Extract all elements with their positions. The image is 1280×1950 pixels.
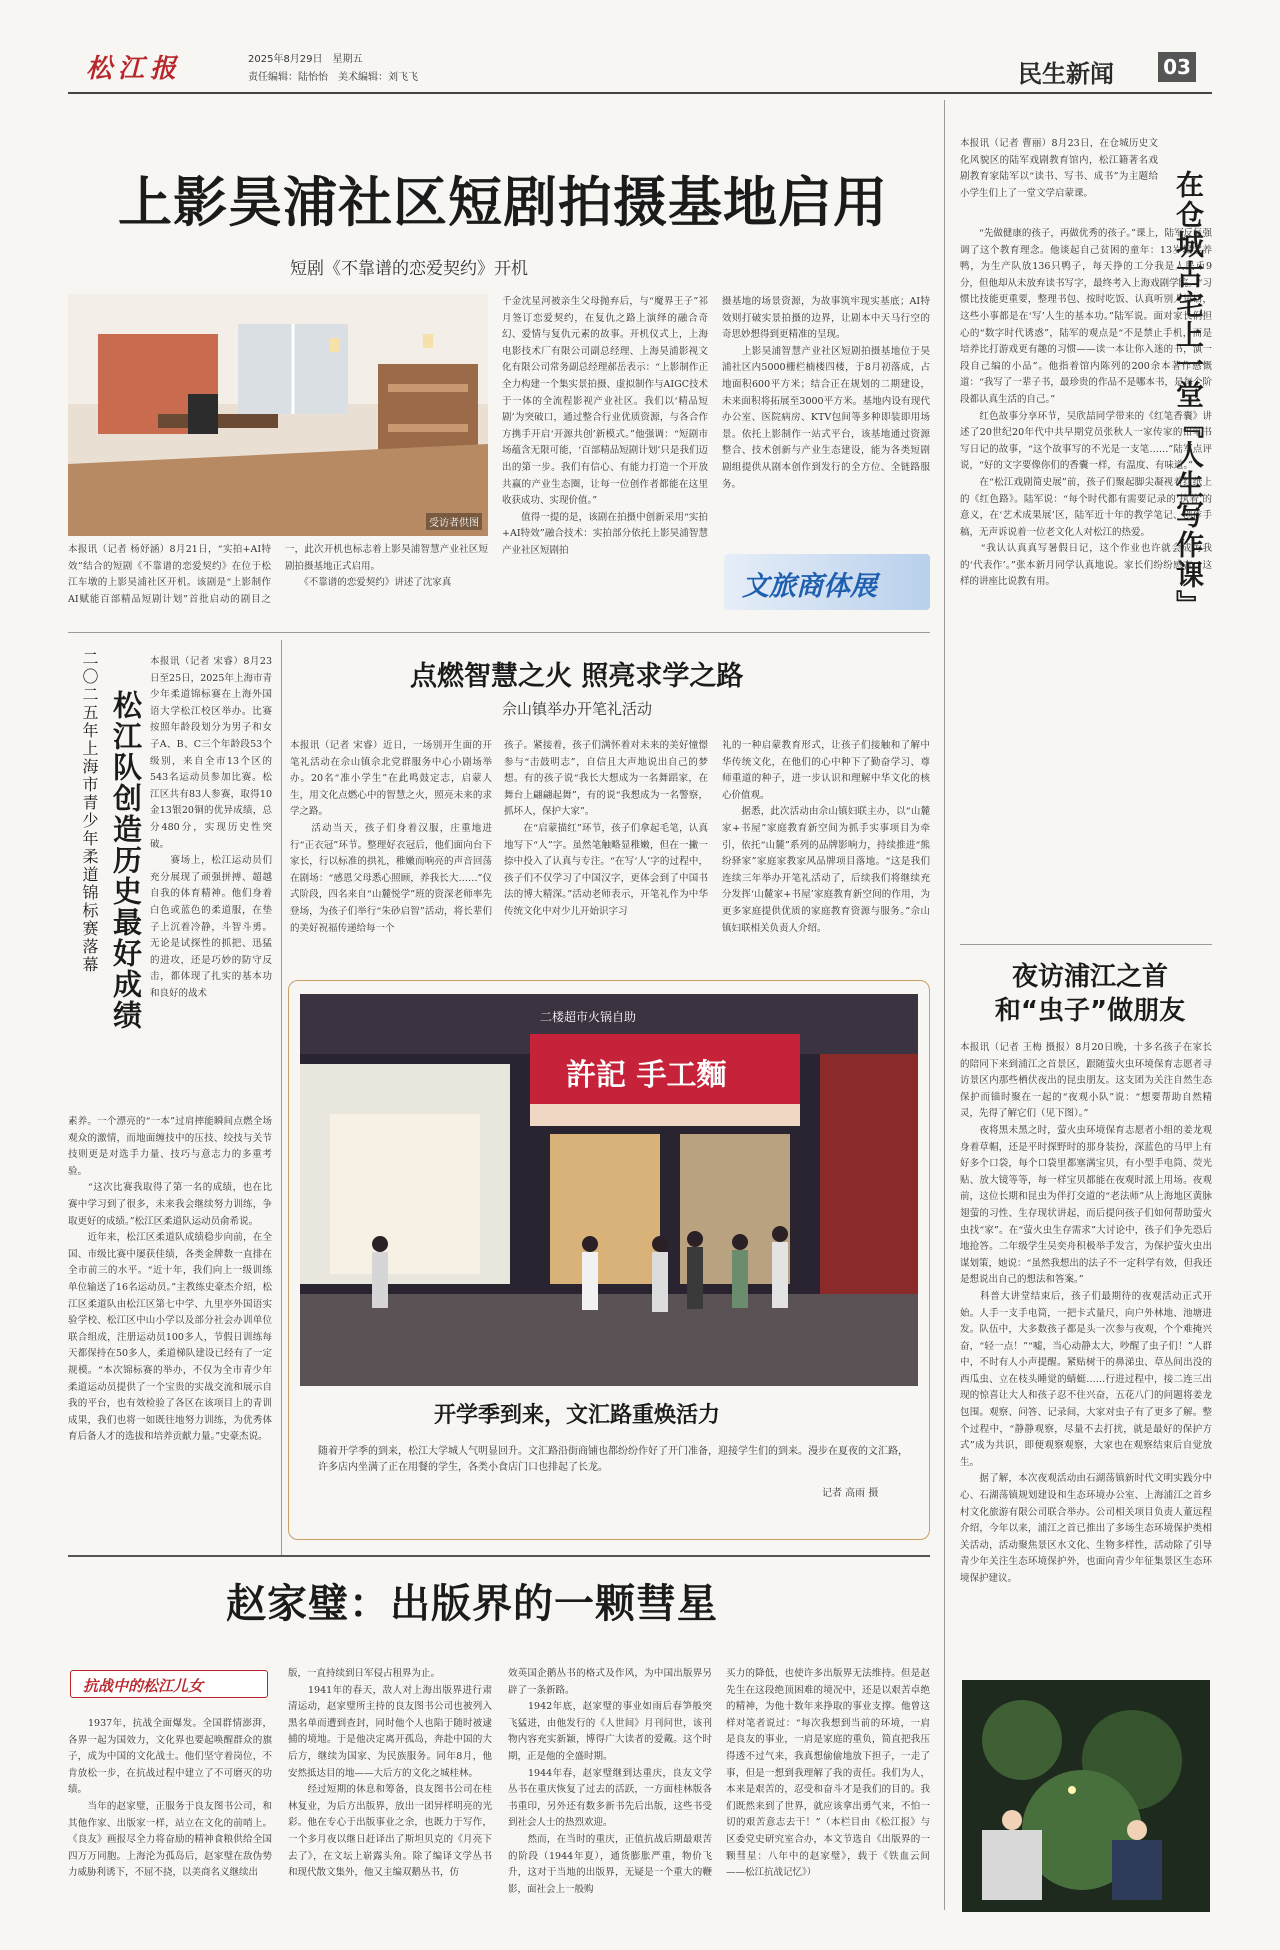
judo-body-wide: 素养。一个漂亮的“一本”过肩摔能瞬间点燃全场观众的激情，而地面缠技中的压技、绞技与关节技则更是对选手力量、技巧与意志力的多重考验。 “这次比赛我取得了第一名的成绩，也在比赛中学习到了很多，未来我会继续努力训练，争取更好的成绩。”松江区柔道队运动员俞希说。 近年来，松江区柔道队成绩稳步向前，在全国、市级比赛中屡获佳绩，各类金牌数一直排在全市前三的水平。“近十年，我们向上一级训练单位输送了16名运动员。”主教练史豪杰介绍，松江区柔道队由松江区第七中学、九里亭外国语实验学校、松江区中山小学以及部分社会办训单位联合组成，注册运动员100多人，节假日训练每天都保持在50多人，柔道梯队建设已经有了一定规模。“本次锦标赛的举办，不仅为全市青少年柔道运动员提供了一个宝贵的实战交流和展示自我的平台，也有效检验了各区在该项目上的青训成果，我们也将一如既往地努力训练，为优秀体育后备人才的选拔和培养贡献力量。”史豪杰说。	[68, 1116, 272, 1443]
bottom-body-col1: 1937年，抗战全面爆发。全国群情澎湃，各界一起为国效力，文化界也要起唤醒群众的旗子，成为中国的文化战士。他们坚守着岗位，不肯放松一步，在抗战过程中建立了不可磨灭的功绩。 当年的赵家璧，正服务于良友图书公司，和其他作家、出版家一样，站立在文化的前哨上。《良友》画报尽全力将奋励的精神食粮供给全国四万万同胞。上海沦为孤岛后，赵家璧在敌伪势力威胁利诱下，不屈不挠，以美商名义继续出	[68, 1718, 272, 1879]
right-mid-rule	[960, 944, 1212, 945]
writing-body-col2: 孩子。紧接着，孩子们满怀着对未来的美好憧憬参与“击鼓明志”，自信且大声地说出自己的梦想。有的孩子说“我长大想成为一名舞蹈家，在舞台上翩翩起舞”，有的说“我想成为一名警察，抓坏人，保护大家”。 在“启蒙描红”环节，孩子们拿起毛笔，认真地写下“人”字。虽然笔触略显稚嫩，但在一撇一捺中投入了认真与专注。“在写‘人’字的过程中，孩子们不仅学习了中国汉字，更体会到了中国书法的博大精深。”活动老师表示，开笔礼作为中华传统文化中对少儿开始识字习	[504, 740, 708, 917]
writing-body-col1: 本报讯（记者 宋睿）近日，一场别开生面的开笔礼活动在佘山镇佘北党群服务中心小剧场举办。20名“准小学生”在此鸣鼓定志，启蒙人生，用文化点燃心中的智慧之火，照亮未来的求学之路。 活动当天，孩子们身着汉服，庄重地进行“正衣冠”环节。整理好衣冠后，他们面向台下家长，行以标准的拱礼，稚嫩而响亮的声音回荡在剧场：“感恩父母悉心照顾，养我长大……”仪式阶段，四名来自“山麓悦学”班的资深老师率先登场，为孩子们举行“朱砂启智”活动，将长辈们的美好祝福传递给每一个	[290, 740, 492, 934]
judo-body-narrow: 本报讯（记者 宋睿）8月23日至25日，2025年上海市青少年柔道锦标赛在上海外国语大学松江校区举办。比赛按照年龄段划分为男子和女子A、B、C三个年龄段53个级别，来自全市13个区的543名运动员参加比赛。松江区共有83人参赛，取得10金13银20铜的优异成绩，总分480分，实现历史性突破。 赛场上，松江运动员们充分展现了顽强拼搏、超越自我的体育精神。他们身着白色或蓝色的柔道服，在垫子上沉着冷静，斗智斗勇。无论是试探性的抓把、迅猛的进攻，还是巧妙的防守反击，都体现了扎实的基本功和良好的战术	[150, 656, 272, 999]
editor-credits: 责任编辑：陆怡怡 美术编辑：刘飞飞	[248, 72, 418, 83]
shop-sign-main: 許記 手工麵	[566, 1058, 727, 1093]
bottom-body-col3: 效英国企鹅丛书的格式及作风，为中国出版界另辟了一条新路。 1942年底，赵家璧的事业如雨后春笋般突飞猛进，由他发行的《人世间》月刊问世，该刊物内容充实新颖，博得广大读者的爱戴。这个时期，正是他的全盛时期。 1944年春，赵家璧继到达重庆，良友文学丛书在重庆恢复了过去的活跃，一方面桂林版各书重印，另外还有数多新书先后出版，这些书受到社会人士的热烈欢迎。 然而，在当时的重庆，正值抗战后期最艰苦的阶段（1944年夏），通货膨胀严重，物价飞升，这对于当地的出版界，无疑是一个重大的鞭影，面社会上一般购	[508, 1668, 712, 1895]
night-walk-photo	[962, 1680, 1210, 1912]
brand-tag-banner	[724, 554, 930, 610]
night-walk-body: 本报讯（记者 王梅 摄报）8月20日晚，十多名孩子在家长的陪同下来到浦江之首景区，跟随萤火虫环境保育志愿者寻访景区内那些栖伏夜出的昆虫朋友。这支团为关注自然生态保护而锚时聚在一起的“夜观小队”说：“想要帮助自然精灵，先得了解它们（见下图）。” 夜将黑未黑之时，萤火虫环境保育志愿者小组的姜龙观身着草帽，还是平时探野时的那身装扮，深蓝色的马甲上有好多个口袋，每个口袋里都塞满宝贝，有小型手电筒、荧光贴、放大镜等等，每一样宝贝都能在夜观时派上用场。夜观前，这位长期和昆虫为伴打交道的“老法师”从上海地区黄脉翅萤的习性、生存现状讲起，而后提问孩子们如何帮助萤火虫找“家”。在“萤火虫生存需求”大讨论中，孩子们争先恐后地抢答。二年级学生吴奕舟积极举手发言，为保护萤火虫出谋划策，她说：“虽然我想出的法子不一定科学有效，但我还是想说出自己的想法和答案。” 科普大讲堂结束后，孩子们最期待的夜观活动正式开始。人手一支手电筒，一把卡式量尺，向户外林地、池塘进发。队伍中，大多数孩子都是头一次参与夜观，个个难掩兴奋，“轻一点！”“嘘，当心动静太大，吵醒了虫子们！”人群中，不时有人小声提醒。紧贴树干的鼻涕虫、草丛间出没的西瓜虫、立在枝头睡觉的蜻蜓……行进过程中，接二连三出现的惊喜让大人和孩子忍不住兴奋，五花八门的问题将姜龙包围。观察、问答、记录间，大家对虫子有了更多了解。整个过程中，“静静观察，尽量不去打扰，就是最好的保护方式”成为共识，即便观察观察，大家也在观察结束后自觉放生。 据了解，本次夜观活动由石湖荡镇新时代文明实践分中心、石湖荡镇规划建设和生态环境办公室、上海浦江之首乡村文化旅游有限公司联合举办。公司相关项目负责人董远程介绍，今年以来，浦江之首已推出了多场生态环境保护类相关活动，活动聚焦景区水文化、生物多样性，活动除了引导青少年关注生态环境保护外，也面向青少年征集景区生态环境保护建议。	[960, 1042, 1212, 1584]
bottom-body-col2: 版，一直持续到日军侵占租界为止。 1941年的春天，敌人对上海出版界进行肃清运动，赵家璧所主持的良友图书公司也被列入黑名单而遭到查封，同时他个人也陷于随时被逮捕的境地。于是他决定离开孤岛，奔赴中国的大后方，继续为国家、为民族服务。同年8月，他安然抵达目的地——大后方的文化之城桂林。 经过短期的休息和筹备，良友图书公司在桂林复业，为后方出版界，放出一团异样明亮的光彩。他在专心于出版事业之余，也既力于写作，一个多月夜以继日赶译出了斯坦贝克的《月亮下去了》，在文坛上崭露头角。除了编译文学丛书和现代散文集外，他又主编双鹅丛书，仿	[288, 1668, 492, 1879]
night-walk-headline: 夜访浦江之首和“虫子”做朋友	[994, 962, 1186, 1026]
photo-feature-image	[300, 994, 918, 1386]
photo-feature-credit: 记者 高雨 摄	[822, 1488, 879, 1499]
page-number: 03	[1158, 52, 1196, 82]
column-tag-banner	[70, 1670, 268, 1698]
masthead-rule	[68, 92, 1212, 94]
judo-kicker: 二〇二五年上海市青少年柔道锦标赛落幕	[80, 650, 99, 974]
lead-body-col4: 摄基地的场景资源，为故事筑牢现实基底；AI特效则打破实景拍摄的边界，让剧本中天马行空的奇思妙想得到更精准的呈现。 上影昊浦智慧产业社区短剧拍摄基地位于昊浦社区内5000栅栏楠楼四楼，于8月初落成，占地面积600平方米；结合正在规划的二期建设，未来面积将拓展至3000平方米。基地内设有现代办公室、医院病房、KTV包间等多种即装即用场景。依托上影制作一站式平台，该基地通过资源整合、技术创新与产业生态建设，能为各类短剧剧组提供从剧本创作到发行的全方位、全链路服务。	[722, 296, 930, 490]
right-column-rule	[944, 100, 945, 1910]
writing-class-body: “先做健康的孩子，再做优秀的孩子。”课上，陆军反复强调了这个教育理念。他谈起自己贫困的童年：13岁辍学养鸭，为生产队放136只鸭子，每天挣的工分我是人民币9分，但他却从未放弃读书写字，最终考入上海戏剧学院。“习惯比技能更重要，整理书包、按时吃饭、认真听别人讲话，这些小事都是在‘写’人生的基本功。”陆军说。面对家长们担心的“数字时代诱惑”，陆军的观点是“不是禁止手机，而是培养比打游戏更有趣的习惯——读一本让你入迷的书，演一段自己编的小品”。他指着馆内陈列的200余本著作感慨道：“我写了一辈子书，最珍贵的作品不是哪本书，是每个阶段都认真生活的自己。” 红色故事分享环节，吴欣喆同学带来的《红笔香囊》讲述了20世纪20年代中共早期党员张秋人一家传家的铅笔书写日记的故事，“这个故事写的不光是一支笔……”陆军点评说，“好的文字要像你们的香囊一样，有温度、有味道。” 在“松江戏剧简史展”前，孩子们聚起脚尖凝视着红纸上的《红色路》。陆军说：“每个时代都有需要记录的‘执着’的意义，在‘艺术成果展’区，陆军近十年的教学笔记、创作手稿，无声诉说着一位老文化人对松江的热爱。 “我认认真真写暑假日记，这个作业也许就会成为我的‘代表作’。”张本新月同学认真地说。家长们纷纷感言，这样的讲座比说教有用。	[960, 228, 1212, 588]
writing-class-headline: 在仓城古宅上一堂『人生写作课』	[1172, 170, 1205, 620]
office-scene-image	[68, 294, 488, 536]
lead-photo-office	[68, 294, 488, 536]
lead-headline: 上影昊浦社区短剧拍摄基地启用	[118, 171, 888, 234]
column-tag-text: 抗战中的松江儿女	[83, 1677, 204, 1695]
brand-tag-text: 文旅商体展	[742, 571, 877, 602]
bottom-section-rule	[68, 1555, 930, 1557]
judo-right-rule	[281, 640, 282, 1555]
bottom-body-col4: 买力的降低，也使许多出版界无法维持。但是赵先生在这段绝顶困难的境况中，还是以艰苦卓绝的精神，为他十数年来挣取的事业支撑。他曾这样对笔者说过：“每次我想到当前的环境，一肩是良友的事业，一肩是家庭的重负，简直把我压得透不过气来，我真想偷偷地放下担子，一走了事，但是一想到我理解了我的责任。我们为人，本来是艰苦的，忍受和奋斗才是我们的目的。我们既然来到了世界，就应该拿出勇气来，不怕一切的艰苦意志去干！”（本栏目由《松江报》与区委党史研究室合办，本文节选自《出版界的一颗彗星：八年中的赵家璧》，载于《铁血云间——松江抗战记忆》）	[726, 1668, 930, 1879]
issue-date: 2025年8月29日 星期五	[248, 54, 363, 65]
lead-subheadline: 短剧《不靠谱的恋爱契约》开机	[290, 259, 528, 279]
photo-feature-caption: 随着开学季的到来，松江大学城人气明显回升。文汇路沿街商铺也都纷纷作好了开门准备，迎接学生们的到来。漫步在夏夜的文汇路，许多店内坐满了正在用餐的学生，各类小食店门口也排起了长龙。	[318, 1446, 908, 1473]
writing-headline: 点燃智慧之火 照亮求学之路	[410, 661, 744, 692]
bottom-headline: 赵家璧：出版界的一颗彗星	[226, 1581, 718, 1627]
writing-body-col3: 礼的一种启蒙教育形式，让孩子们接触和了解中华传统文化，在他们的心中种下了勤奋学习、尊师重道的种子，进一步认识和理解中华文化的核心价值观。 据悉，此次活动由佘山镇妇联主办，以“山麓家+书屋”家庭教育新空间为抓手实事项目为牵引，依托“山麓”系列的品牌影响力，持续推进“熊纷驿家”家庭家教家风品牌项目落地。“这是我们连续三年举办开笔礼活动了，后续我们将继续充分发挥‘山麓家+书屋’家庭教育新空间的作用，为更多家庭提供优质的家庭教育资源与服务。”佘山镇妇联相关负责人介绍。	[722, 740, 930, 934]
lead-body-col3: 千金沈星河被亲生父母抛弃后，与“魔界王子”祁月签订恋爱契约，在复仇之路上演绎的融合奇幻、爱情与复仇元素的故事。开机仪式上，上海电影技术厂有限公司副总经理、上海昊浦影视文化有限公司常务副总经理郝岳表示：“上影制作正全力构建一个集实景拍摄、虚拟制作与AIGC技术于一体的全流程影视产业社区。我们以‘精品短剧’为突破口，通过整合行业优质资源，与各合作方携手开启‘开源共创’新模式。”他强调：“短剧市场蕴含无限可能，‘百部精品短剧计划’只是我们迈出的第一步。我们有信心、有能力打造一个开放共赢的产业生态圈，让每一位创作者都能在这里收获成功、实现价值。” 值得一提的是，该剧在拍摄中创新采用“实拍+AI特效”融合技术：实拍部分依托上影昊浦智慧产业社区短剧拍	[502, 296, 708, 556]
masthead	[68, 48, 1212, 88]
lead-photo-credit: 受访者供图	[426, 513, 482, 530]
section-name: 民生新闻	[1018, 59, 1114, 88]
lead-body-col1: 本报讯（记者 杨妤涵）8月21日，“实拍+AI特效”结合的短剧《不靠谱的恋爱契约》在位于松江车墩的上影昊浦社区开机。该剧是“上影制作AI赋能百部精品短剧计划”首批启动的剧目之一，此次开机也标志着上影昊浦智慧产业社区短剧拍摄基地正式启用。 《不靠谱的恋爱契约》讲述了沈家真	[68, 544, 488, 605]
lead-bottom-rule	[68, 632, 930, 633]
night-forest-image	[962, 1680, 1210, 1912]
newspaper-logo: 松江报	[86, 54, 183, 84]
writing-class-intro: 本报讯（记者 曹丽）8月23日，在仓城历史文化风貌区的陆军戏剧教育馆内，松江籍著名戏剧教育家陆军以“读书、写书、成书”为主题给小学生们上了一堂文学启蒙课。	[960, 138, 1158, 199]
judo-headline: 松江队创造历史最好成绩	[109, 690, 143, 1031]
shop-sign-top: 二楼超市火锅自助	[540, 1010, 637, 1024]
photo-feature-headline: 开学季到来，文汇路重焕活力	[434, 1403, 721, 1428]
writing-subheadline: 佘山镇举办开笔礼活动	[502, 700, 653, 718]
